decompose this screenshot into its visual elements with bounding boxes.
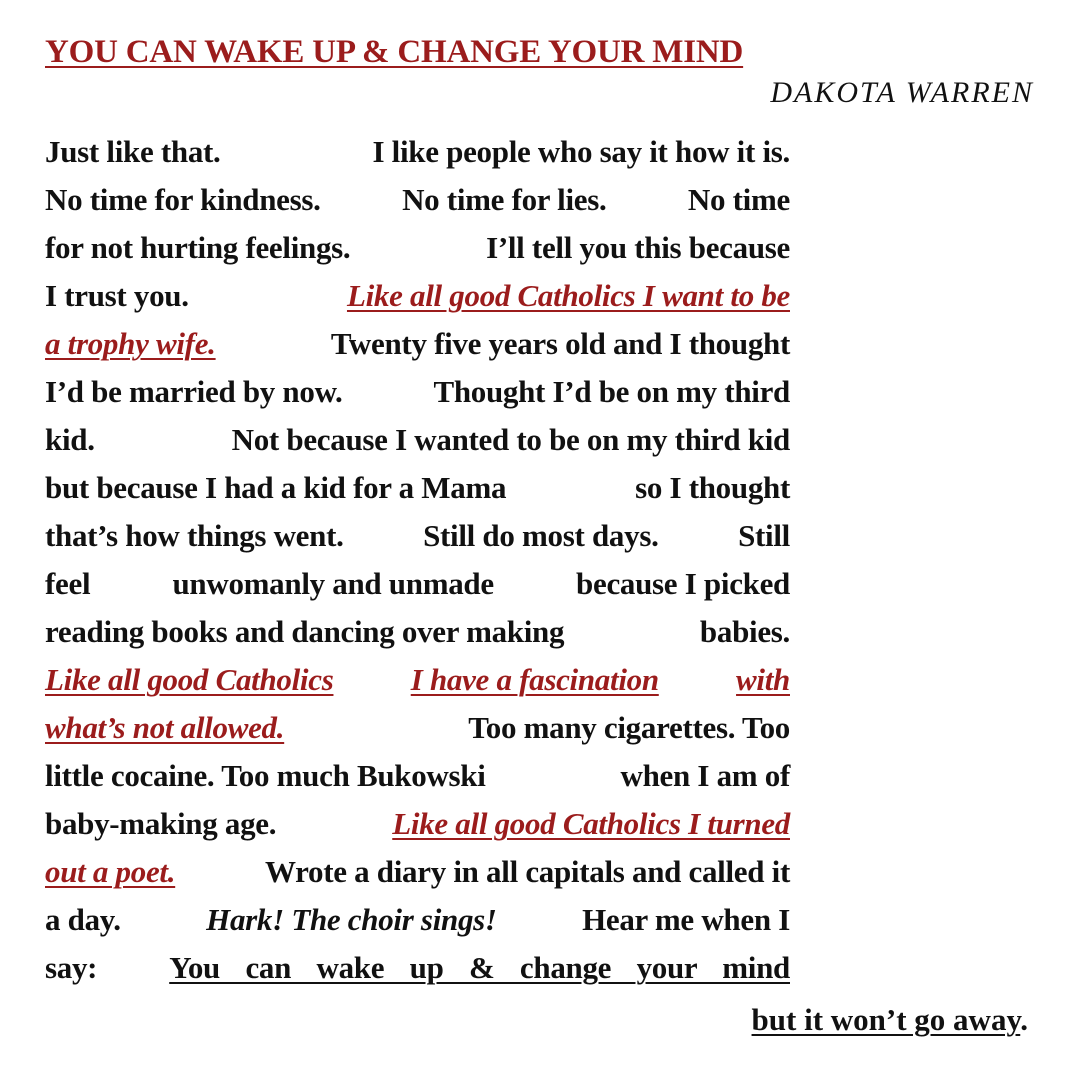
text-segment: kid.	[45, 422, 95, 457]
text-segment: that’s how things went.	[45, 518, 344, 553]
italic-segment: Hark! The choir sings!	[206, 902, 497, 937]
text-segment: Twenty five years old and I thought	[330, 326, 790, 361]
poem-line	[45, 752, 790, 800]
underlined-segment: but it won’t go away	[751, 1002, 1021, 1037]
author-name: DAKOTA WARREN	[770, 76, 1034, 109]
poem-line	[45, 464, 790, 512]
poem-line	[45, 512, 790, 560]
text-segment: a day.	[45, 902, 121, 937]
text-segment: Too many cigarettes. Too	[468, 710, 790, 745]
poem-line	[45, 224, 790, 272]
text-segment: Just like that.	[45, 134, 221, 169]
text-segment: No time	[687, 182, 790, 217]
text-segment: Still	[738, 518, 790, 553]
text-segment: when I am of	[620, 758, 790, 793]
text-segment: but because I had a kid for a Mama	[45, 470, 507, 505]
text-segment: Wrote a diary in all capitals and called it	[264, 854, 790, 889]
refrain-segment: I have a fascination	[410, 662, 659, 697]
poem-line	[45, 560, 790, 608]
text-segment: say:	[45, 950, 98, 985]
poem-line	[45, 416, 790, 464]
poem-line	[45, 320, 790, 368]
text-segment: I like people who say it how it is.	[372, 134, 790, 169]
refrain-segment: Like all good Catholics	[45, 662, 334, 697]
text-segment: No time for lies.	[402, 182, 607, 217]
refrain-segment: with	[736, 662, 790, 697]
text-segment: unwomanly and unmade	[172, 566, 494, 601]
text-segment: reading books and dancing over making	[45, 614, 565, 649]
text-segment: Not because I wanted to be on my third kid	[231, 422, 790, 457]
refrain-segment: what’s not allowed.	[45, 710, 285, 745]
poem-title: YOU CAN WAKE UP & CHANGE YOUR MIND	[45, 34, 744, 70]
text-segment: so I thought	[635, 470, 790, 505]
refrain-segment: a trophy wife.	[45, 326, 216, 361]
poem-line	[45, 800, 790, 848]
refrain-segment: Like all good Catholics I want to be	[346, 278, 790, 313]
poem-line	[45, 944, 790, 992]
poem-line	[45, 656, 790, 704]
poem-line	[45, 272, 790, 320]
text-segment: baby-making age.	[45, 806, 277, 841]
poem-line	[45, 128, 790, 176]
text-segment: I trust you.	[45, 278, 189, 313]
text-segment: Still do most days.	[423, 518, 659, 553]
text-segment: babies.	[699, 614, 790, 649]
text-segment: little cocaine. Too much Bukowski	[45, 758, 486, 793]
text-segment: .	[1020, 1002, 1028, 1037]
poem-line	[45, 704, 790, 752]
text-segment: No time for kindness.	[45, 182, 321, 217]
poem-line	[45, 896, 790, 944]
poem-line	[45, 848, 790, 896]
underlined-segment: You can wake up & change your mind	[169, 950, 790, 985]
text-segment: feel	[45, 566, 91, 601]
refrain-segment: Like all good Catholics I turned	[392, 806, 790, 841]
text-segment: for not hurting feelings.	[45, 230, 351, 265]
poem-line	[45, 176, 790, 224]
text-segment: Hear me when I	[582, 902, 790, 937]
poem-line	[45, 368, 790, 416]
text-segment: because I picked	[576, 566, 790, 601]
poem-body	[45, 128, 790, 992]
refrain-segment: out a poet.	[45, 854, 176, 889]
text-segment: I’ll tell you this because	[486, 230, 790, 265]
final-line	[752, 996, 1028, 1044]
text-segment: I’d be married by now.	[45, 374, 343, 409]
text-segment: Thought I’d be on my third	[433, 374, 790, 409]
poem-line	[45, 608, 790, 656]
